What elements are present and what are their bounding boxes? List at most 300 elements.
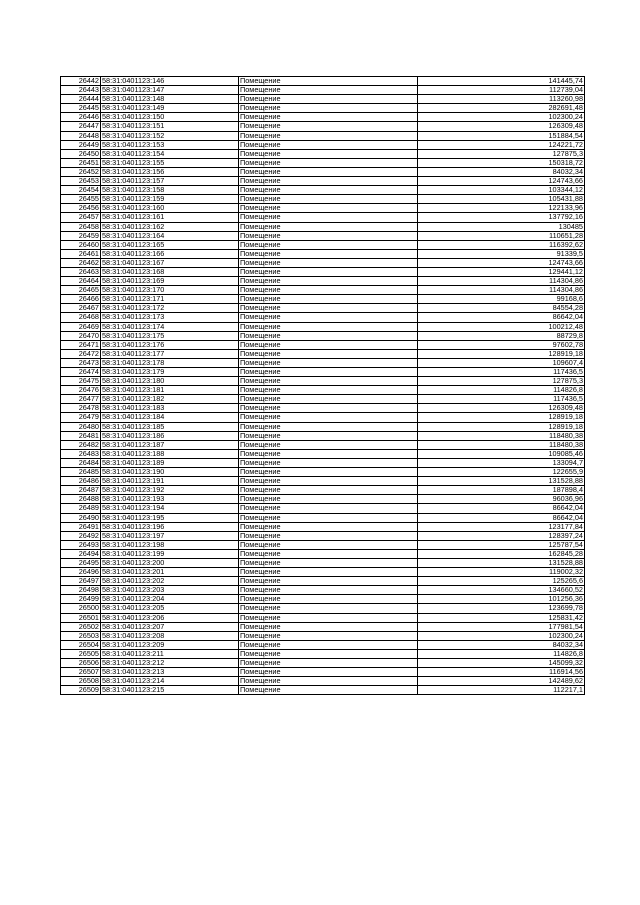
cadastral-number-cell: 58:31:0401123:202 — [101, 577, 239, 586]
row-number-cell: 26462 — [61, 258, 101, 267]
object-type-cell: Помещение — [239, 668, 418, 677]
table-row — [61, 549, 585, 558]
object-type-cell: Помещение — [239, 513, 418, 522]
cadastral-number-cell: 58:31:0401123:168 — [101, 267, 239, 276]
table-row — [61, 177, 585, 186]
object-type-cell: Помещение — [239, 540, 418, 549]
table-row — [61, 540, 585, 549]
row-number-cell: 26493 — [61, 540, 101, 549]
cadastral-number-cell: 58:31:0401123:186 — [101, 431, 239, 440]
object-type-cell: Помещение — [239, 340, 418, 349]
table-row — [61, 477, 585, 486]
object-type-cell: Помещение — [239, 277, 418, 286]
cadastral-value-cell: 123177,84 — [418, 522, 585, 531]
object-type-cell: Помещение — [239, 431, 418, 440]
cadastral-value-cell: 127875,3 — [418, 149, 585, 158]
object-type-cell: Помещение — [239, 231, 418, 240]
cadastral-number-cell: 58:31:0401123:164 — [101, 231, 239, 240]
cadastral-number-cell: 58:31:0401123:213 — [101, 668, 239, 677]
cadastral-value-cell: 99168,6 — [418, 295, 585, 304]
row-number-cell: 26456 — [61, 204, 101, 213]
object-type-cell: Помещение — [239, 413, 418, 422]
table-row — [61, 213, 585, 222]
row-number-cell: 26486 — [61, 477, 101, 486]
cadastral-number-cell: 58:31:0401123:215 — [101, 686, 239, 695]
table-row — [61, 204, 585, 213]
object-type-cell: Помещение — [239, 158, 418, 167]
row-number-cell: 26488 — [61, 495, 101, 504]
table-row — [61, 158, 585, 167]
object-type-cell: Помещение — [239, 549, 418, 558]
row-number-cell: 26475 — [61, 377, 101, 386]
cadastral-value-cell: 102300,24 — [418, 113, 585, 122]
cadastral-value-cell: 150318,72 — [418, 158, 585, 167]
table-row — [61, 231, 585, 240]
table-row — [61, 504, 585, 513]
row-number-cell: 26468 — [61, 313, 101, 322]
table-row — [61, 659, 585, 668]
table-row — [61, 649, 585, 658]
object-type-cell: Помещение — [239, 558, 418, 567]
cadastral-value-cell: 109085,46 — [418, 449, 585, 458]
cadastral-value-cell: 112217,1 — [418, 686, 585, 695]
row-number-cell: 26479 — [61, 413, 101, 422]
row-number-cell: 26447 — [61, 122, 101, 131]
table-row — [61, 122, 585, 131]
cadastral-value-cell: 125831,42 — [418, 613, 585, 622]
cadastral-number-cell: 58:31:0401123:180 — [101, 377, 239, 386]
cadastral-number-cell: 58:31:0401123:149 — [101, 104, 239, 113]
object-type-cell: Помещение — [239, 331, 418, 340]
cadastral-number-cell: 58:31:0401123:187 — [101, 440, 239, 449]
cadastral-number-cell: 58:31:0401123:188 — [101, 449, 239, 458]
cadastral-value-cell: 134660,52 — [418, 586, 585, 595]
cadastral-value-cell: 128397,24 — [418, 531, 585, 540]
object-type-cell: Помещение — [239, 386, 418, 395]
object-type-cell: Помещение — [239, 249, 418, 258]
cadastral-number-cell: 58:31:0401123:182 — [101, 395, 239, 404]
cadastral-value-cell: 103344,12 — [418, 186, 585, 195]
cadastral-number-cell: 58:31:0401123:181 — [101, 386, 239, 395]
row-number-cell: 26508 — [61, 677, 101, 686]
cadastral-value-cell: 97602,78 — [418, 340, 585, 349]
table-row — [61, 513, 585, 522]
object-type-cell: Помещение — [239, 613, 418, 622]
cadastral-number-cell: 58:31:0401123:177 — [101, 349, 239, 358]
cadastral-value-cell: 114826,8 — [418, 649, 585, 658]
cadastral-number-cell: 58:31:0401123:178 — [101, 358, 239, 367]
row-number-cell: 26491 — [61, 522, 101, 531]
row-number-cell: 26464 — [61, 277, 101, 286]
row-number-cell: 26497 — [61, 577, 101, 586]
row-number-cell: 26457 — [61, 213, 101, 222]
object-type-cell: Помещение — [239, 240, 418, 249]
row-number-cell: 26470 — [61, 331, 101, 340]
cadastral-number-cell: 58:31:0401123:170 — [101, 286, 239, 295]
row-number-cell: 26506 — [61, 659, 101, 668]
cadastral-value-cell: 124221,72 — [418, 140, 585, 149]
object-type-cell: Помещение — [239, 140, 418, 149]
table-row — [61, 458, 585, 467]
table-row — [61, 277, 585, 286]
table-row — [61, 577, 585, 586]
table-row — [61, 340, 585, 349]
object-type-cell: Помещение — [239, 149, 418, 158]
cadastral-value-cell: 131528,88 — [418, 558, 585, 567]
cadastral-value-cell: 118480,38 — [418, 431, 585, 440]
cadastral-value-cell: 128919,18 — [418, 413, 585, 422]
row-number-cell: 26509 — [61, 686, 101, 695]
table-row — [61, 86, 585, 95]
cadastral-number-cell: 58:31:0401123:189 — [101, 458, 239, 467]
object-type-cell: Помещение — [239, 622, 418, 631]
table-row — [61, 149, 585, 158]
cadastral-number-cell: 58:31:0401123:203 — [101, 586, 239, 595]
row-number-cell: 26501 — [61, 613, 101, 622]
cadastral-value-cell: 122655,9 — [418, 468, 585, 477]
cadastral-value-cell: 119002,32 — [418, 568, 585, 577]
row-number-cell: 26507 — [61, 668, 101, 677]
cadastral-number-cell: 58:31:0401123:206 — [101, 613, 239, 622]
cadastral-value-cell: 128919,18 — [418, 349, 585, 358]
cadastral-value-cell: 125265,6 — [418, 577, 585, 586]
table-row — [61, 131, 585, 140]
object-type-cell: Помещение — [239, 258, 418, 267]
object-type-cell: Помещение — [239, 122, 418, 131]
cadastral-number-cell: 58:31:0401123:156 — [101, 167, 239, 176]
cadastral-value-cell: 91339,5 — [418, 249, 585, 258]
cadastral-value-cell: 109607,4 — [418, 358, 585, 367]
table-row — [61, 422, 585, 431]
table-row — [61, 222, 585, 231]
row-number-cell: 26467 — [61, 304, 101, 313]
cadastral-number-cell: 58:31:0401123:159 — [101, 195, 239, 204]
cadastral-number-cell: 58:31:0401123:179 — [101, 368, 239, 377]
cadastral-number-cell: 58:31:0401123:157 — [101, 177, 239, 186]
cadastral-number-cell: 58:31:0401123:162 — [101, 222, 239, 231]
cadastral-value-cell: 126309,48 — [418, 122, 585, 131]
cadastral-number-cell: 58:31:0401123:153 — [101, 140, 239, 149]
table-row — [61, 304, 585, 313]
table-row — [61, 558, 585, 567]
object-type-cell: Помещение — [239, 222, 418, 231]
cadastral-value-cell: 124743,66 — [418, 258, 585, 267]
table-row — [61, 404, 585, 413]
cadastral-value-cell: 116392,62 — [418, 240, 585, 249]
cadastral-number-cell: 58:31:0401123:169 — [101, 277, 239, 286]
cadastral-value-cell: 113260,98 — [418, 95, 585, 104]
object-type-cell: Помещение — [239, 468, 418, 477]
table-row — [61, 468, 585, 477]
row-number-cell: 26496 — [61, 568, 101, 577]
cadastral-value-cell: 117436,5 — [418, 368, 585, 377]
row-number-cell: 26463 — [61, 267, 101, 276]
row-number-cell: 26469 — [61, 322, 101, 331]
cadastral-number-cell: 58:31:0401123:207 — [101, 622, 239, 631]
row-number-cell: 26498 — [61, 586, 101, 595]
table-row — [61, 640, 585, 649]
object-type-cell: Помещение — [239, 604, 418, 613]
table-row — [61, 568, 585, 577]
object-type-cell: Помещение — [239, 649, 418, 658]
row-number-cell: 26485 — [61, 468, 101, 477]
cadastral-number-cell: 58:31:0401123:176 — [101, 340, 239, 349]
cadastral-value-cell: 126309,48 — [418, 404, 585, 413]
row-number-cell: 26482 — [61, 440, 101, 449]
object-type-cell: Помещение — [239, 186, 418, 195]
object-type-cell: Помещение — [239, 659, 418, 668]
table-row — [61, 368, 585, 377]
cadastral-number-cell: 58:31:0401123:167 — [101, 258, 239, 267]
cadastral-value-cell: 151884,54 — [418, 131, 585, 140]
object-type-cell: Помещение — [239, 349, 418, 358]
cadastral-value-cell: 114304,86 — [418, 286, 585, 295]
cadastral-value-cell: 114826,8 — [418, 386, 585, 395]
row-number-cell: 26461 — [61, 249, 101, 258]
cadastral-value-cell: 118480,38 — [418, 440, 585, 449]
cadastral-number-cell: 58:31:0401123:208 — [101, 631, 239, 640]
object-type-cell: Помещение — [239, 395, 418, 404]
row-number-cell: 26481 — [61, 431, 101, 440]
row-number-cell: 26455 — [61, 195, 101, 204]
table-row — [61, 240, 585, 249]
table-row — [61, 522, 585, 531]
cadastral-value-cell: 162845,28 — [418, 549, 585, 558]
table-row — [61, 186, 585, 195]
cadastral-number-cell: 58:31:0401123:185 — [101, 422, 239, 431]
table-row — [61, 195, 585, 204]
row-number-cell: 26483 — [61, 449, 101, 458]
object-type-cell: Помещение — [239, 440, 418, 449]
cadastral-value-cell: 86642,04 — [418, 313, 585, 322]
row-number-cell: 26499 — [61, 595, 101, 604]
cadastral-value-table — [60, 76, 585, 695]
table-row — [61, 586, 585, 595]
object-type-cell: Помещение — [239, 422, 418, 431]
table-row — [61, 440, 585, 449]
cadastral-value-cell: 86642,04 — [418, 513, 585, 522]
cadastral-value-cell: 127875,3 — [418, 377, 585, 386]
cadastral-number-cell: 58:31:0401123:183 — [101, 404, 239, 413]
object-type-cell: Помещение — [239, 677, 418, 686]
cadastral-value-cell: 84032,34 — [418, 640, 585, 649]
cadastral-value-cell: 102300,24 — [418, 631, 585, 640]
row-number-cell: 26466 — [61, 295, 101, 304]
table-row — [61, 331, 585, 340]
table-row — [61, 113, 585, 122]
cadastral-number-cell: 58:31:0401123:194 — [101, 504, 239, 513]
row-number-cell: 26450 — [61, 149, 101, 158]
object-type-cell: Помещение — [239, 286, 418, 295]
object-type-cell: Помещение — [239, 368, 418, 377]
table-row — [61, 77, 585, 86]
cadastral-number-cell: 58:31:0401123:152 — [101, 131, 239, 140]
cadastral-value-cell: 117436,5 — [418, 395, 585, 404]
cadastral-value-cell: 131528,88 — [418, 477, 585, 486]
cadastral-value-cell: 145099,32 — [418, 659, 585, 668]
cadastral-value-cell: 84554,28 — [418, 304, 585, 313]
object-type-cell: Помещение — [239, 568, 418, 577]
cadastral-number-cell: 58:31:0401123:155 — [101, 158, 239, 167]
object-type-cell: Помещение — [239, 204, 418, 213]
cadastral-number-cell: 58:31:0401123:192 — [101, 486, 239, 495]
row-number-cell: 26449 — [61, 140, 101, 149]
row-number-cell: 26451 — [61, 158, 101, 167]
cadastral-number-cell: 58:31:0401123:201 — [101, 568, 239, 577]
cadastral-value-cell: 96036,96 — [418, 495, 585, 504]
table-row — [61, 495, 585, 504]
cadastral-number-cell: 58:31:0401123:184 — [101, 413, 239, 422]
cadastral-number-cell: 58:31:0401123:211 — [101, 649, 239, 658]
cadastral-value-cell: 124743,66 — [418, 177, 585, 186]
row-number-cell: 26465 — [61, 286, 101, 295]
cadastral-number-cell: 58:31:0401123:196 — [101, 522, 239, 531]
object-type-cell: Помещение — [239, 449, 418, 458]
row-number-cell: 26442 — [61, 77, 101, 86]
cadastral-number-cell: 58:31:0401123:150 — [101, 113, 239, 122]
cadastral-value-cell: 142489,62 — [418, 677, 585, 686]
object-type-cell: Помещение — [239, 195, 418, 204]
row-number-cell: 26471 — [61, 340, 101, 349]
cadastral-value-cell: 133094,7 — [418, 458, 585, 467]
table-row — [61, 267, 585, 276]
cadastral-number-cell: 58:31:0401123:154 — [101, 149, 239, 158]
object-type-cell: Помещение — [239, 586, 418, 595]
cadastral-number-cell: 58:31:0401123:165 — [101, 240, 239, 249]
table-row — [61, 358, 585, 367]
object-type-cell: Помещение — [239, 113, 418, 122]
cadastral-value-cell: 123699,78 — [418, 604, 585, 613]
cadastral-number-cell: 58:31:0401123:199 — [101, 549, 239, 558]
table-row — [61, 622, 585, 631]
row-number-cell: 26492 — [61, 531, 101, 540]
row-number-cell: 26459 — [61, 231, 101, 240]
cadastral-number-cell: 58:31:0401123:172 — [101, 304, 239, 313]
object-type-cell: Помещение — [239, 313, 418, 322]
row-number-cell: 26490 — [61, 513, 101, 522]
cadastral-number-cell: 58:31:0401123:161 — [101, 213, 239, 222]
table-row — [61, 613, 585, 622]
table-row — [61, 104, 585, 113]
cadastral-number-cell: 58:31:0401123:209 — [101, 640, 239, 649]
cadastral-value-cell: 110651,28 — [418, 231, 585, 240]
cadastral-number-cell: 58:31:0401123:212 — [101, 659, 239, 668]
cadastral-number-cell: 58:31:0401123:205 — [101, 604, 239, 613]
object-type-cell: Помещение — [239, 631, 418, 640]
object-type-cell: Помещение — [239, 531, 418, 540]
table-row — [61, 668, 585, 677]
object-type-cell: Помещение — [239, 577, 418, 586]
object-type-cell: Помещение — [239, 377, 418, 386]
object-type-cell: Помещение — [239, 358, 418, 367]
table-row — [61, 377, 585, 386]
cadastral-value-cell: 137792,16 — [418, 213, 585, 222]
row-number-cell: 26453 — [61, 177, 101, 186]
object-type-cell: Помещение — [239, 686, 418, 695]
table-row — [61, 604, 585, 613]
row-number-cell: 26478 — [61, 404, 101, 413]
cadastral-number-cell: 58:31:0401123:166 — [101, 249, 239, 258]
cadastral-number-cell: 58:31:0401123:146 — [101, 77, 239, 86]
row-number-cell: 26458 — [61, 222, 101, 231]
table-row — [61, 631, 585, 640]
cadastral-value-cell: 130485 — [418, 222, 585, 231]
table-row — [61, 449, 585, 458]
table-row — [61, 486, 585, 495]
object-type-cell: Помещение — [239, 131, 418, 140]
table-row — [61, 595, 585, 604]
object-type-cell: Помещение — [239, 267, 418, 276]
row-number-cell: 26502 — [61, 622, 101, 631]
row-number-cell: 26484 — [61, 458, 101, 467]
object-type-cell: Помещение — [239, 95, 418, 104]
cadastral-value-cell: 125787,54 — [418, 540, 585, 549]
object-type-cell: Помещение — [239, 458, 418, 467]
table-body — [61, 77, 585, 695]
table-row — [61, 686, 585, 695]
table-row — [61, 322, 585, 331]
row-number-cell: 26500 — [61, 604, 101, 613]
row-number-cell: 26473 — [61, 358, 101, 367]
object-type-cell: Помещение — [239, 504, 418, 513]
cadastral-value-cell: 129441,12 — [418, 267, 585, 276]
row-number-cell: 26476 — [61, 386, 101, 395]
row-number-cell: 26487 — [61, 486, 101, 495]
cadastral-value-cell: 84032,34 — [418, 167, 585, 176]
row-number-cell: 26504 — [61, 640, 101, 649]
table-row — [61, 531, 585, 540]
cadastral-number-cell: 58:31:0401123:204 — [101, 595, 239, 604]
cadastral-value-cell: 86642,04 — [418, 504, 585, 513]
cadastral-value-cell: 116914,56 — [418, 668, 585, 677]
object-type-cell: Помещение — [239, 86, 418, 95]
row-number-cell: 26472 — [61, 349, 101, 358]
cadastral-value-cell: 187898,4 — [418, 486, 585, 495]
object-type-cell: Помещение — [239, 522, 418, 531]
row-number-cell: 26445 — [61, 104, 101, 113]
cadastral-number-cell: 58:31:0401123:173 — [101, 313, 239, 322]
row-number-cell: 26494 — [61, 549, 101, 558]
table-row — [61, 313, 585, 322]
cadastral-value-cell: 101256,36 — [418, 595, 585, 604]
row-number-cell: 26448 — [61, 131, 101, 140]
row-number-cell: 26503 — [61, 631, 101, 640]
object-type-cell: Помещение — [239, 77, 418, 86]
object-type-cell: Помещение — [239, 177, 418, 186]
table-row — [61, 386, 585, 395]
object-type-cell: Помещение — [239, 404, 418, 413]
cadastral-number-cell: 58:31:0401123:147 — [101, 86, 239, 95]
object-type-cell: Помещение — [239, 495, 418, 504]
table-row — [61, 140, 585, 149]
row-number-cell: 26474 — [61, 368, 101, 377]
table-row — [61, 295, 585, 304]
cadastral-number-cell: 58:31:0401123:158 — [101, 186, 239, 195]
object-type-cell: Помещение — [239, 213, 418, 222]
cadastral-value-cell: 100212,48 — [418, 322, 585, 331]
cadastral-number-cell: 58:31:0401123:148 — [101, 95, 239, 104]
row-number-cell: 26454 — [61, 186, 101, 195]
table-row — [61, 258, 585, 267]
table-row — [61, 395, 585, 404]
row-number-cell: 26489 — [61, 504, 101, 513]
cadastral-value-cell: 141445,74 — [418, 77, 585, 86]
table-row — [61, 349, 585, 358]
table-row — [61, 431, 585, 440]
cadastral-value-cell: 128919,18 — [418, 422, 585, 431]
cadastral-value-cell: 177981,54 — [418, 622, 585, 631]
cadastral-number-cell: 58:31:0401123:198 — [101, 540, 239, 549]
